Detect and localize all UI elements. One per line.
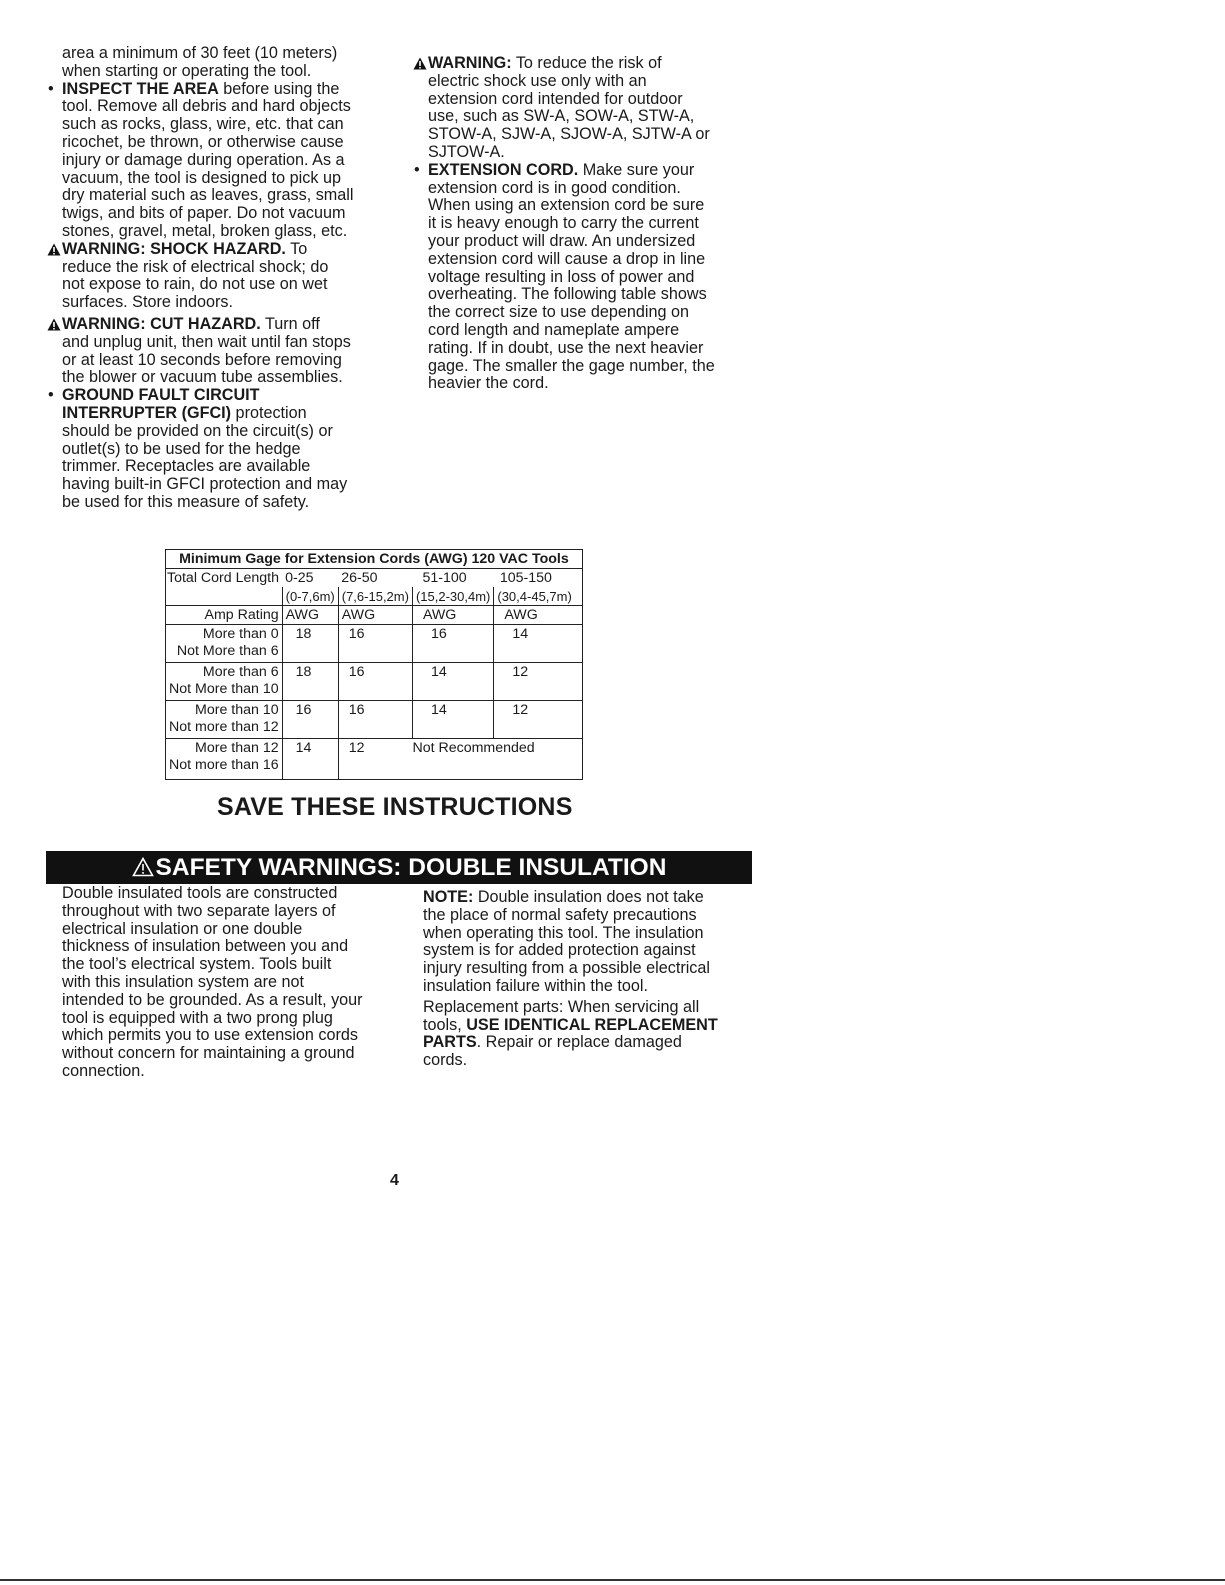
table-header-cell: 0-25	[285, 570, 314, 586]
warning-triangle-icon	[47, 243, 61, 256]
table-cell: 12	[494, 663, 582, 701]
table-header-cell: (15,2-30,4m)	[412, 587, 493, 606]
extension-line: it is heavy enough to carry the current	[428, 214, 699, 233]
table-row	[166, 663, 582, 701]
body-line: the tool’s electrical system. Tools built	[62, 955, 332, 974]
table-cell: 14	[412, 701, 493, 739]
shock-line: not expose to rain, do not use on wet	[62, 275, 328, 294]
warning-triangle-icon	[413, 57, 427, 70]
extension-line: cord length and nameplate ampere	[428, 320, 680, 339]
table-cell: 18	[282, 663, 338, 701]
body-line: tool is equipped with a two prong plug	[62, 1008, 333, 1027]
table-title: Minimum Gage for Extension Cords (AWG) 120 VAC Tools	[166, 550, 582, 569]
extension-line: extension cord is in good condition.	[428, 178, 681, 197]
inspect-area-item	[47, 81, 397, 241]
gfci-heading: GROUND FAULT CIRCUIT	[62, 386, 260, 405]
gfci-heading: INTERRUPTER (GFCI)	[62, 403, 232, 422]
body-line: throughout with two separate layers of	[62, 901, 336, 920]
awg-label: AWG	[338, 606, 412, 625]
inspect-line: vacuum, the tool is designed to pick up	[62, 168, 341, 187]
inspect-heading: INSPECT THE AREA	[62, 79, 219, 98]
gfci-line: outlet(s) to be used for the hedge	[62, 439, 301, 458]
cut-heading: WARNING: CUT HAZARD.	[62, 314, 261, 333]
replacement-text: tools,	[423, 1015, 467, 1034]
table-header-row	[166, 569, 582, 588]
not-recommended-cell: Not Recommended	[412, 740, 535, 756]
table-header-cell: (30,4-45,7m)	[494, 587, 582, 606]
table-cell: 18	[282, 625, 338, 663]
page-number: 4	[390, 1172, 399, 1189]
note-line: injury resulting from a possible electrical	[423, 959, 710, 978]
table-cell: 14	[494, 625, 582, 663]
body-line: electrical insulation or one double	[62, 919, 303, 938]
table-amp-row	[166, 606, 582, 625]
banner-title: SAFETY WARNINGS: DOUBLE INSULATION	[155, 854, 667, 881]
note-heading: NOTE:	[423, 888, 474, 906]
note-line: the place of normal safety precautions	[423, 905, 697, 924]
table-row	[166, 739, 582, 779]
page-bottom-border	[0, 1579, 1225, 1581]
table-metric-row	[166, 587, 582, 606]
extension-line: gage. The smaller the gage number, the	[428, 356, 715, 375]
table-row	[166, 625, 582, 663]
extension-line: your product will draw. An undersized	[428, 231, 696, 250]
extension-line: overheating. The following table shows	[428, 285, 707, 304]
table-header-cell: (7,6-15,2m)	[338, 587, 412, 606]
gfci-text: protection	[231, 403, 307, 422]
warning-triangle-icon	[132, 853, 154, 886]
note-line: insulation failure within the tool.	[423, 976, 648, 995]
extension-line: When using an extension cord be sure	[428, 196, 705, 215]
awg-label: AWG	[282, 606, 338, 625]
cut-text: Turn off	[260, 314, 320, 333]
extension-line: the correct size to use depending on	[428, 303, 689, 322]
save-instructions-title: SAVE THESE INSTRUCTIONS	[217, 793, 573, 821]
inspect-line: twigs, and bits of paper. Do not vacuum	[62, 204, 346, 223]
amp-range-cell: More than 12 Not more than 16	[169, 740, 279, 773]
body-line: without concern for maintaining a ground	[62, 1044, 355, 1063]
note-line: system is for added protection against	[423, 941, 696, 960]
table-cell: 12	[338, 739, 412, 779]
inspect-line: dry material such as leaves, grass, small	[62, 186, 354, 205]
extension-line: extension cord will cause a drop in line	[428, 249, 706, 268]
table-cell: 14	[412, 663, 493, 701]
body-line: Double insulated tools are constructed	[62, 884, 338, 902]
awg-label: AWG	[494, 606, 582, 625]
intro-line: when starting or operating the tool.	[62, 61, 312, 80]
warning-line: use, such as SW-A, SOW-A, STW-A,	[428, 107, 695, 126]
note-section	[423, 889, 758, 1070]
gfci-line: trimmer. Receptacles are available	[62, 457, 311, 476]
gfci-line: be used for this measure of safety.	[62, 492, 310, 511]
replacement-line: cords.	[423, 1051, 468, 1070]
extension-text: Make sure your	[578, 160, 695, 179]
shock-heading: WARNING: SHOCK HAZARD.	[62, 239, 286, 258]
left-column	[47, 45, 397, 512]
table-cell: 16	[282, 701, 338, 739]
warning-heading: WARNING:	[428, 54, 512, 72]
inspect-line: such as rocks, glass, wire, etc. that can	[62, 115, 344, 134]
table-title-row	[166, 550, 582, 569]
extension-cord-item	[413, 162, 753, 393]
shock-line: reduce the risk of electrical shock; do	[62, 257, 329, 276]
amp-range-cell: More than 6 Not More than 10	[166, 663, 282, 701]
inspect-line: tool. Remove all debris and hard objects	[62, 97, 351, 116]
shock-hazard-warning	[47, 241, 397, 312]
body-line: thickness of insulation between you and	[62, 937, 349, 956]
shock-line: surfaces. Store indoors.	[62, 293, 233, 312]
table-cell: 16	[338, 663, 412, 701]
body-line: intended to be grounded. As a result, your	[62, 990, 363, 1009]
gfci-item	[47, 387, 397, 512]
extension-heading: EXTENSION CORD.	[428, 160, 579, 179]
amp-rating-label: Amp Rating	[166, 606, 282, 625]
table-row	[166, 701, 582, 739]
warning-line: extension cord intended for outdoor	[428, 89, 683, 108]
replacement-bold: PARTS	[423, 1033, 477, 1052]
double-insulation-text	[62, 885, 402, 1081]
inspect-text: before using the	[218, 79, 340, 98]
inspect-line: ricochet, be thrown, or otherwise cause	[62, 132, 344, 151]
inspect-line: stones, gravel, metal, broken glass, etc.	[62, 221, 348, 240]
gage-table-wrapper	[165, 549, 583, 780]
body-line: with this insulation system are not	[62, 972, 305, 991]
table-cell: 12	[494, 701, 582, 739]
warning-text: To reduce the risk of	[511, 54, 662, 72]
bullet-icon: •	[48, 79, 54, 98]
table-header-cell: (0-7,6m)	[282, 587, 338, 606]
safety-banner	[46, 851, 752, 884]
table-header-cell: 26-50	[341, 570, 378, 586]
gfci-line: having built-in GFCI protection and may	[62, 475, 348, 494]
extension-cord-warning	[413, 55, 753, 162]
table-cell: 16	[338, 625, 412, 663]
table-header-cell: 51-100	[422, 570, 467, 586]
inspect-line: injury or damage during operation. As a	[62, 150, 345, 169]
body-line: which permits you to use extension cords	[62, 1026, 359, 1045]
table-header-cell: 105-150	[499, 570, 552, 586]
cut-line: and unplug unit, then wait until fan stops	[62, 332, 351, 351]
body-line: connection.	[62, 1061, 145, 1080]
extension-line: rating. If in doubt, use the next heavier	[428, 338, 704, 357]
bullet-icon: •	[414, 160, 420, 179]
cut-hazard-warning	[47, 316, 397, 387]
replacement-line: Replacement parts: When servicing all	[423, 997, 700, 1016]
cut-line: the blower or vacuum tube assemblies.	[62, 368, 343, 387]
shock-text: To	[285, 239, 308, 258]
gfci-line: should be provided on the circuit(s) or	[62, 421, 333, 440]
gage-table	[166, 550, 582, 779]
table-cell: 14	[282, 739, 338, 779]
replacement-text: . Repair or replace damaged	[476, 1033, 682, 1052]
intro-line: area a minimum of 30 feet (10 meters)	[62, 44, 338, 62]
warning-line: electric shock use only with an	[428, 71, 647, 90]
warning-line: SJTOW-A.	[428, 142, 505, 161]
warning-line: STOW-A, SJW-A, SJOW-A, SJTW-A or	[428, 125, 710, 144]
cut-line: or at least 10 seconds before removing	[62, 350, 342, 369]
note-line: when operating this tool. The insulation	[423, 923, 704, 942]
extension-line: heavier the cord.	[428, 374, 549, 393]
extension-line: voltage resulting in loss of power and	[428, 267, 695, 286]
right-column	[413, 55, 753, 393]
amp-range-cell: More than 0 Not More than 6	[166, 625, 282, 663]
note-text: Double insulation does not take	[473, 888, 704, 906]
bullet-icon: •	[48, 386, 54, 405]
replacement-bold: USE IDENTICAL REPLACEMENT	[466, 1015, 718, 1034]
table-cell: 16	[412, 625, 493, 663]
table-cell: 16	[338, 701, 412, 739]
awg-label: AWG	[412, 606, 493, 625]
length-label: Total Cord Length	[167, 570, 279, 586]
warning-triangle-icon	[47, 318, 61, 331]
amp-range-cell: More than 10 Not more than 12	[166, 701, 282, 739]
